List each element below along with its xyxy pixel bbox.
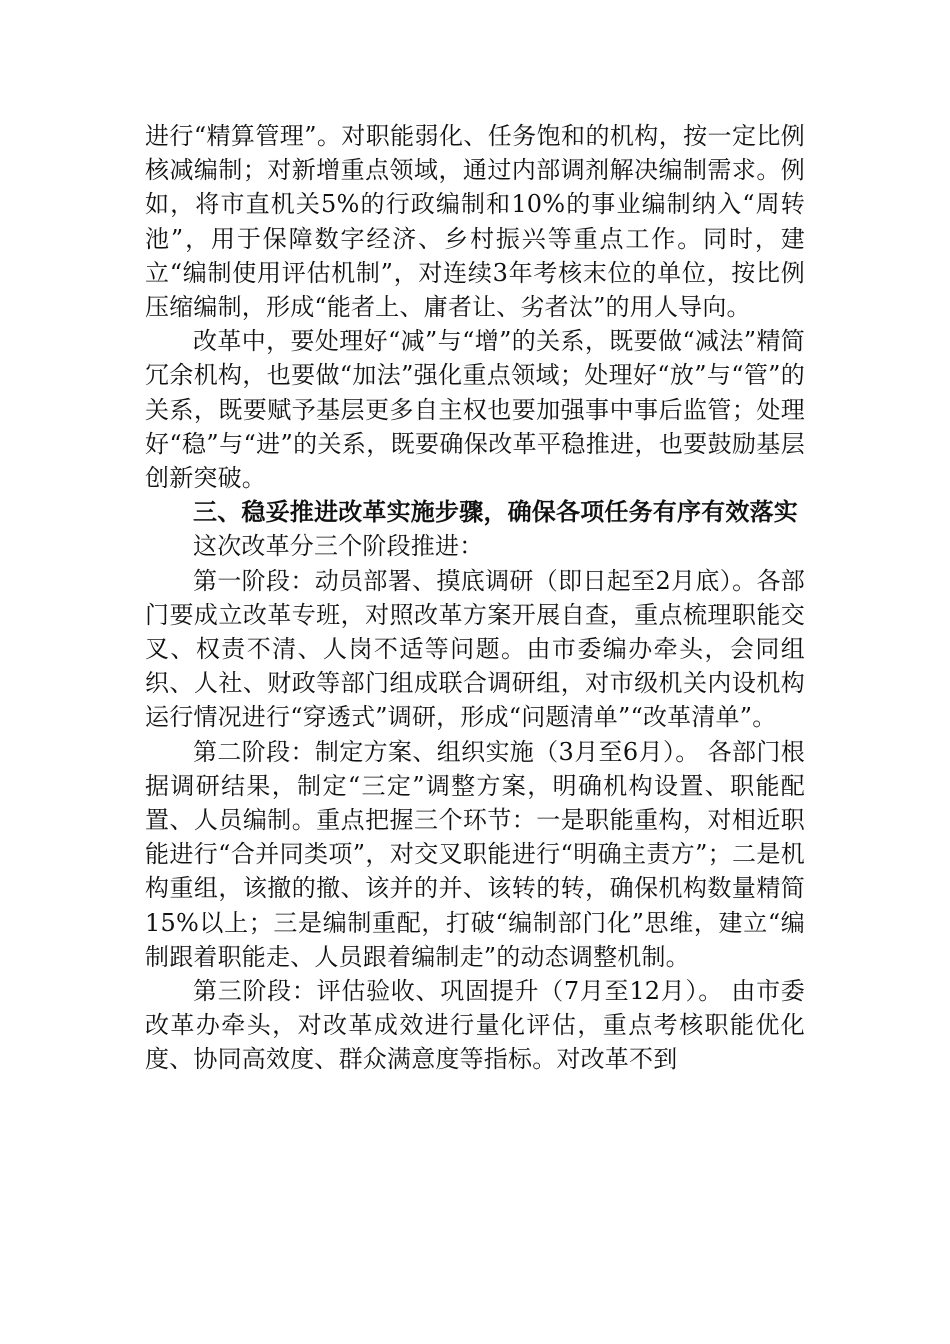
- document-body: [145, 119, 805, 1077]
- paragraph-continued: 进行“精算管理”。对职能弱化、任务饱和的机构，按一定比例核减编制；对新增重点领域，通过内部调剂解决编制需求。例如，将市直机关5%的行政编制和10%的事业编制纳入“周转池”，用于保障数字经济、乡村振兴等重点工作。同时，建立“编制使用评估机制”，对连续3年考核末位的单位，按比例压缩编制，形成“能者上、庸者让、劣者汰”的用人导向。: [145, 122, 805, 322]
- paragraph-intro-stages: 这次改革分三个阶段推进：: [193, 532, 484, 561]
- paragraph-relationships: 改革中，要处理好“减”与“增”的关系，既要做“减法”精简冗余机构，也要做“加法”强化重点领域；处理好“放”与“管”的关系，既要赋予基层更多自主权也要加强事中事后监管；处理好“稳”与“进”的关系，既要确保改革平稳推进，也要鼓励基层创新突破。: [145, 327, 805, 493]
- paragraph-stage-three: 第三阶段：评估验收、巩固提升（7月至12月）。 由市委改革办牵头，对改革成效进行量化评估，重点考核职能优化度、协同高效度、群众满意度等指标。对改革不到: [145, 977, 805, 1074]
- section-heading: 三、稳妥推进改革实施步骤，确保各项任务有序有效落实: [193, 498, 798, 527]
- paragraph-stage-one: 第一阶段：动员部署、摸底调研（即日起至2月底）。各部门要成立改革专班，对照改革方案开展自查，重点梳理职能交叉、权责不清、人岗不适等问题。由市委编办牵头，会同组织、人社、财政等部门组成联合调研组，对市级机关内设机构运行情况进行“穿透式”调研，形成“问题清单”“改革清单”。: [145, 566, 805, 732]
- paragraph-stage-two: 第二阶段：制定方案、组织实施（3月至6月）。 各部门根据调研结果，制定“三定”调整方案，明确机构设置、职能配置、人员编制。重点把握三个环节：一是职能重构，对相近职能进行“合并同类项”，对交叉职能进行“明确主责方”；二是机构重组，该撤的撤、该并的并、该转的转，确保机构数量精简15%以上；三是编制重配，打破“编制部门化”思维，建立“编制跟着职能走、人员跟着编制走”的动态调整机制。: [145, 737, 805, 971]
